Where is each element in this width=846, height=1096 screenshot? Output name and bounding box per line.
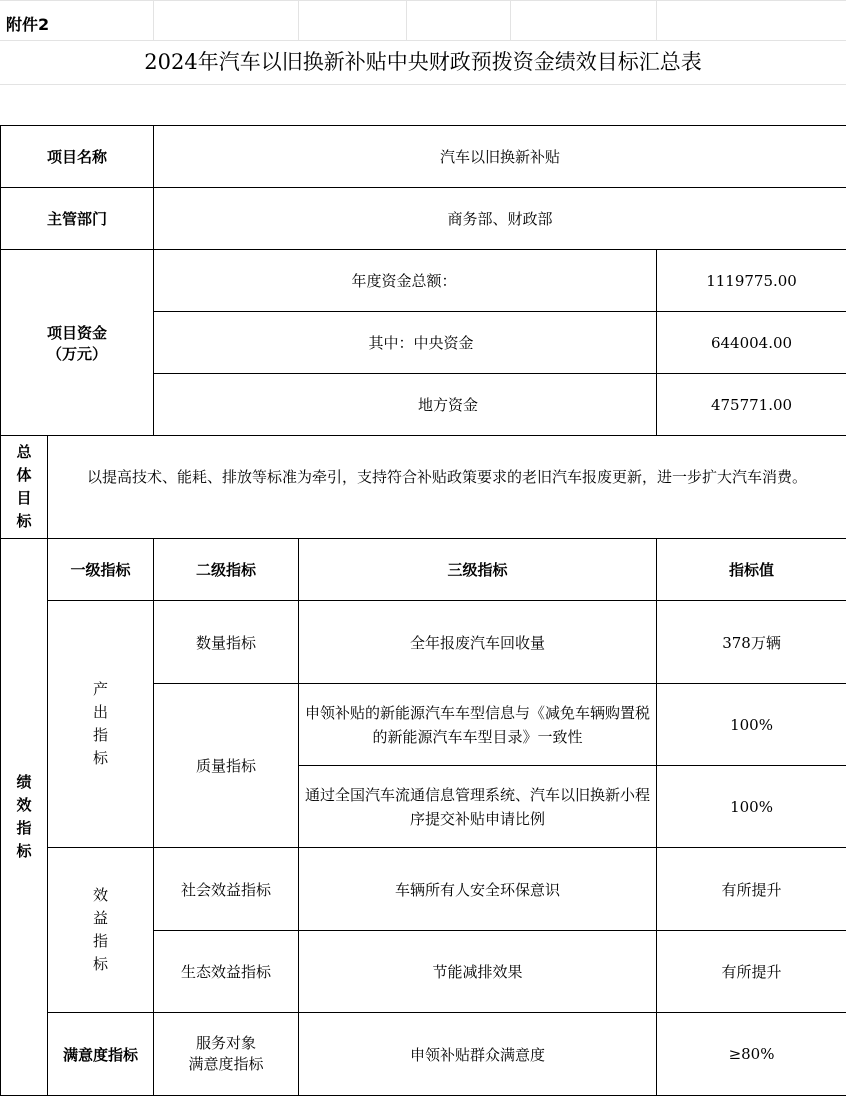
satisfaction-sub-label [154, 1013, 299, 1096]
social-benefit-row [1, 848, 846, 931]
header-value: 指标值 [657, 539, 846, 601]
ecological-benefit-label: 生态效益指标 [154, 931, 299, 1013]
funding-total-value: 1119775.00 [657, 250, 846, 312]
indicator-header-row [1, 539, 846, 601]
department-value: 商务部、财政部 [154, 188, 846, 250]
overall-goal-label-text: 总体目标 [17, 441, 32, 533]
header-level2: 二级指标 [154, 539, 299, 601]
page-title: 2024年汽车以旧换新补贴中央财政预拨资金绩效目标汇总表 [0, 40, 846, 84]
social-benefit-value: 有所提升 [657, 848, 846, 931]
ecological-benefit-text: 节能减排效果 [299, 931, 657, 1013]
header-level1: 一级指标 [48, 539, 154, 601]
quantity-indicator-value: 378万辆 [657, 601, 846, 684]
funding-total-row [1, 250, 846, 312]
performance-label-text: 绩效指标 [17, 771, 32, 863]
project-name-label: 项目名称 [1, 126, 154, 188]
satisfaction-indicator-text: 申领补贴群众满意度 [299, 1013, 657, 1096]
funding-label-line2: （万元） [7, 343, 147, 364]
ecological-benefit-value: 有所提升 [657, 931, 846, 1013]
quality-indicator-value-2: 100% [657, 766, 846, 848]
funding-local-label: 地方资金 [154, 374, 657, 436]
funding-central-value: 644004.00 [657, 312, 846, 374]
header-level3: 三级指标 [299, 539, 657, 601]
quality-indicator-text-2: 通过全国汽车流通信息管理系统、汽车以旧换新小程序提交补贴申请比例 [299, 766, 657, 848]
satisfaction-sub-label-line2: 满意度指标 [160, 1054, 292, 1075]
quality-indicator-label: 质量指标 [154, 684, 299, 848]
satisfaction-sub-label-line1: 服务对象 [160, 1033, 292, 1054]
quality-indicator-value-1: 100% [657, 684, 846, 766]
satisfaction-indicator-value: ≥80% [657, 1013, 846, 1096]
project-name-value: 汽车以旧换新补贴 [154, 126, 846, 188]
funding-local-value: 475771.00 [657, 374, 846, 436]
output-indicator-label-text: 产出指标 [93, 678, 108, 770]
quantity-indicator-row [1, 601, 846, 684]
benefit-indicator-label [48, 848, 154, 1013]
department-row [1, 188, 846, 250]
funding-label-line1: 项目资金 [7, 322, 147, 343]
quantity-indicator-text: 全年报废汽车回收量 [299, 601, 657, 684]
overall-goal-text: 以提高技术、能耗、排放等标准为牵引，支持符合补贴政策要求的老旧汽车报废更新，进一步扩大汽车消费。 [48, 436, 846, 539]
output-indicator-label [48, 601, 154, 848]
social-benefit-label: 社会效益指标 [154, 848, 299, 931]
overall-goal-row [1, 436, 846, 539]
funding-central-label: 其中：中央资金 [154, 312, 657, 374]
satisfaction-label: 满意度指标 [48, 1013, 154, 1096]
performance-label [1, 539, 48, 1096]
satisfaction-row [1, 1013, 846, 1096]
funding-total-label: 年度资金总额： [154, 250, 657, 312]
funding-label [1, 250, 154, 436]
overall-goal-label [1, 436, 48, 539]
benefit-indicator-label-text: 效益指标 [93, 884, 108, 976]
department-label: 主管部门 [1, 188, 154, 250]
performance-goal-table [0, 125, 846, 1096]
social-benefit-text: 车辆所有人安全环保意识 [299, 848, 657, 931]
quantity-indicator-label: 数量指标 [154, 601, 299, 684]
project-name-row [1, 126, 846, 188]
attachment-label: 附件2 [6, 12, 49, 35]
quality-indicator-text-1: 申领补贴的新能源汽车车型信息与《减免车辆购置税的新能源汽车车型目录》一致性 [299, 684, 657, 766]
